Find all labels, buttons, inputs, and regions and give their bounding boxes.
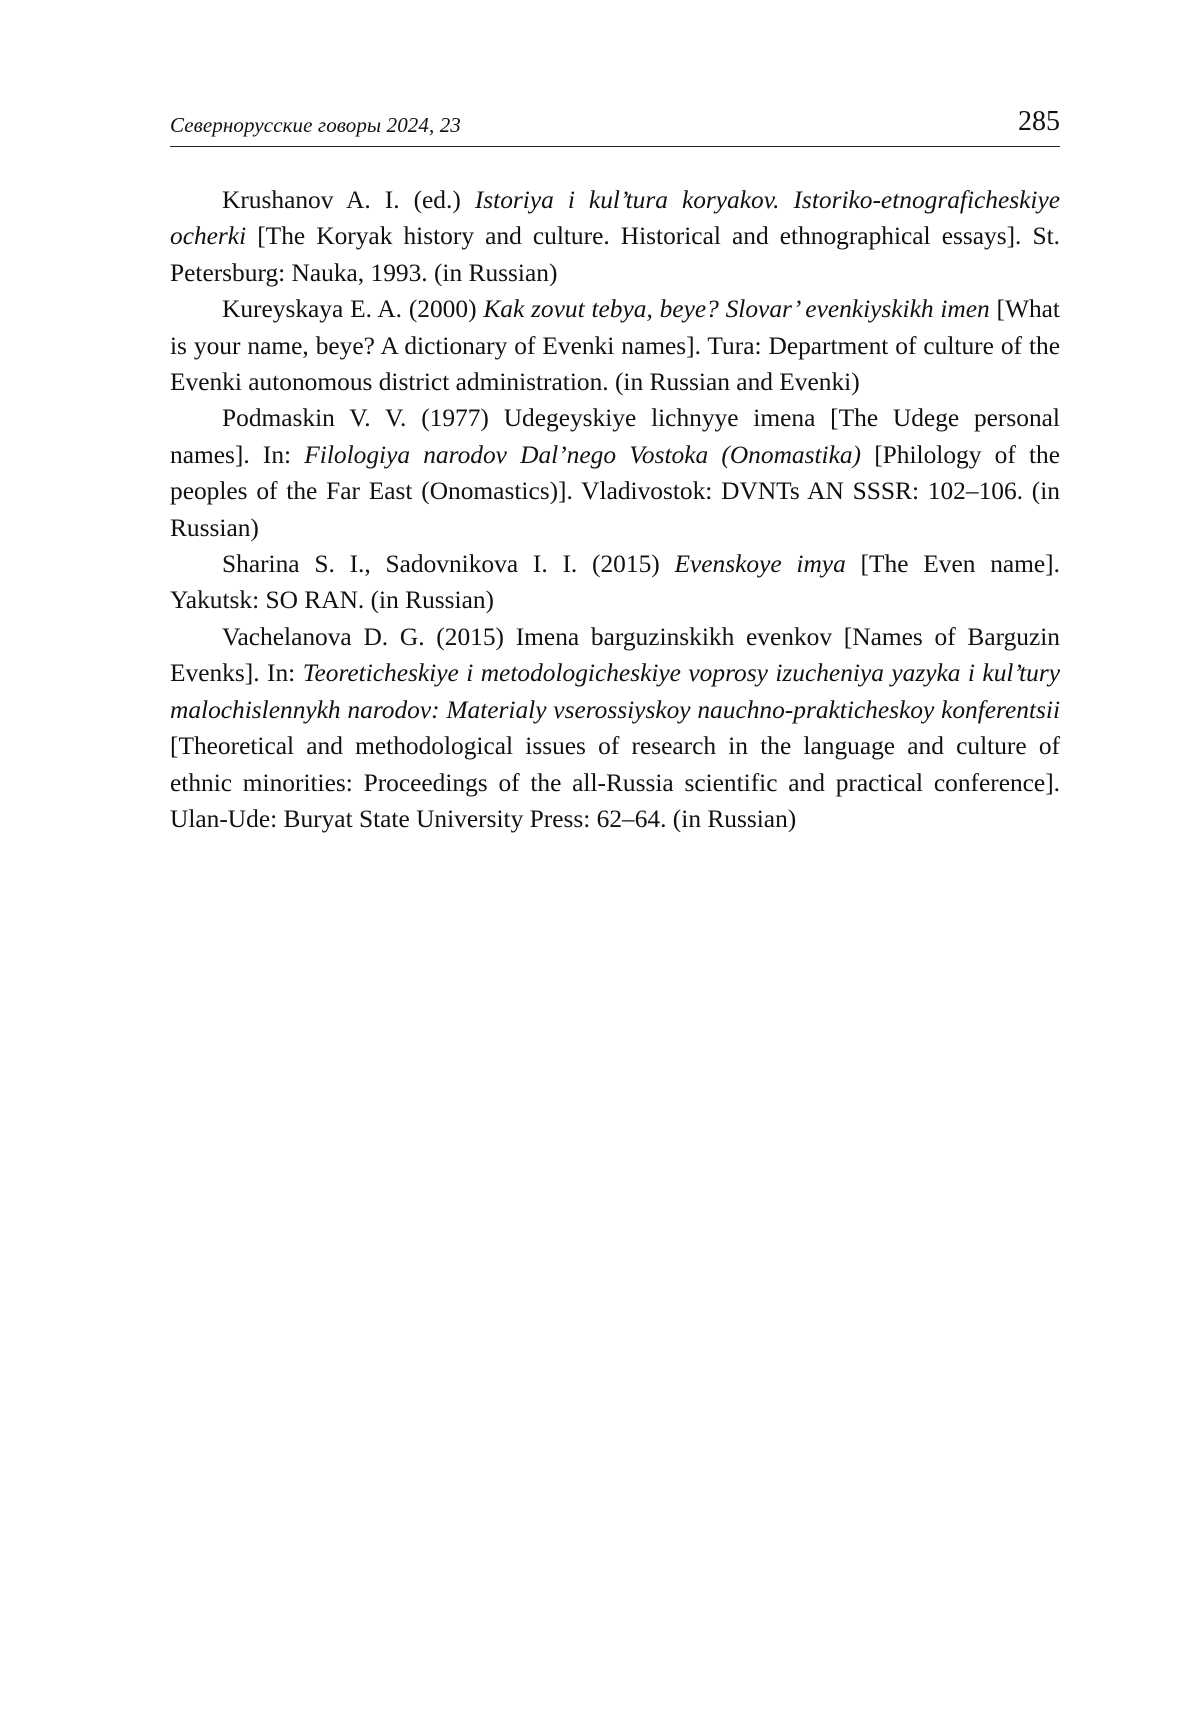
- reference-text: [Theoretical and methodological issues of research in the language and culture of ethnic minorities: Proceedings of the all-Russia scientific and practical conference]. Ulan-Ude: Buryat State University Press: 62–64. (in Russian): [170, 732, 1060, 833]
- reference-text: Kureyskaya E. A. (2000): [222, 295, 484, 324]
- reference-entry: [170, 619, 1060, 837]
- reference-text: Podmaskin V. V. (1977) Udegeyskiye lichnyye imena [The Udege personal names]. In:: [170, 404, 1060, 469]
- reference-entry: [170, 291, 1060, 400]
- reference-text: [Philology of the peoples of the Far East (Onomastics)]. Vladivostok: DVNTs AN SSSR: 102–106. (in Russian): [170, 440, 1060, 542]
- reference-text: Krushanov A. I. (ed.): [222, 186, 475, 214]
- reference-entry: [170, 400, 1060, 546]
- reference-text: [What is your name, beye? A dictionary of Evenki names]. Tura: Department of culture of the Evenki autonomous district administration. (in Russian and Evenki): [170, 295, 1060, 397]
- reference-title: Kak zovut tebya, beye? Slovar’ evenkiyskikh imen: [483, 295, 990, 324]
- running-header: [170, 100, 1060, 147]
- reference-entry: [170, 182, 1060, 291]
- reference-title: Evenskoye imya: [674, 550, 846, 579]
- reference-list: [170, 182, 1060, 837]
- reference-title: Istoriya i kul’tura koryakov. Istoriko-etnograficheskiye ocherki: [170, 186, 1060, 251]
- reference-title: Teoreticheskiye i metodologicheskiye voprosy izucheniya yazyka i kul’tury malochislennykh narodov: Materialy vserossiyskoy nauchno-prakticheskoy konferentsii: [170, 659, 1060, 724]
- reference-title: Filologiya narodov Dal’nego Vostoka (Onomastika): [304, 440, 862, 469]
- reference-text: Sharina S. I., Sadovnikova I. I. (2015): [222, 550, 675, 579]
- journal-title: Севернорусские говоры 2024, 23: [170, 113, 461, 137]
- reference-text: [The Even name]. Yakutsk: SO RAN. (in Russian): [170, 550, 1060, 615]
- page-number: 285: [1018, 106, 1060, 137]
- reference-entry: [170, 546, 1060, 619]
- reference-text: [The Koryak history and culture. Historical and ethnographical essays]. St. Petersburg: Nauka, 1993. (in Russian): [170, 222, 1060, 287]
- reference-text: Vachelanova D. G. (2015) Imena barguzinskikh evenkov [Names of Barguzin Evenks]. In:: [170, 622, 1060, 688]
